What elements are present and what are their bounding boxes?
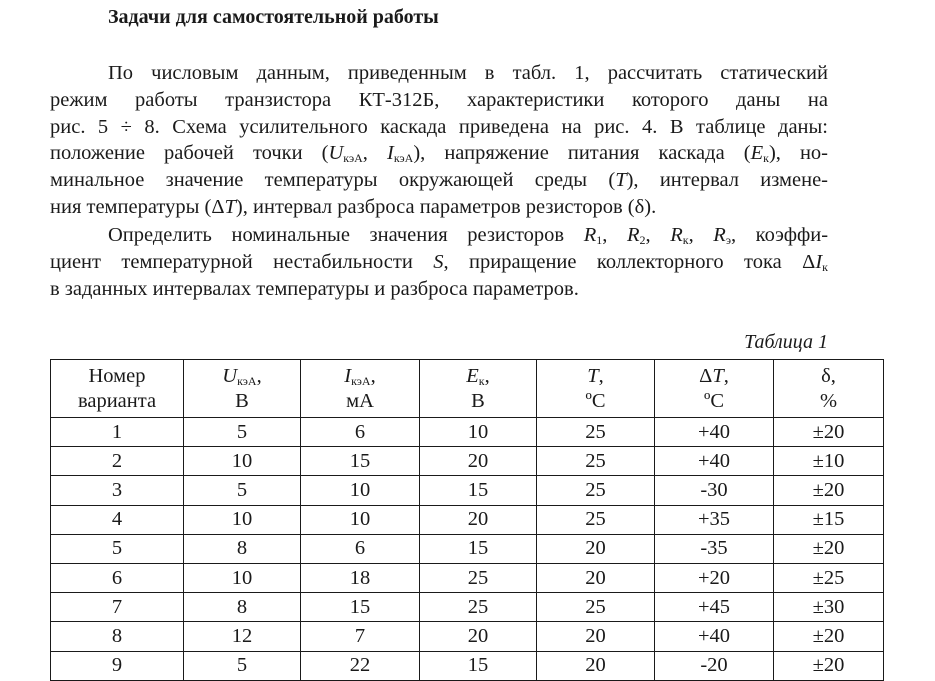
text-fragment: циент температурной нестабильности bbox=[50, 250, 434, 273]
cell-variant: 5 bbox=[51, 534, 184, 563]
cell-t: 25 bbox=[537, 505, 655, 534]
cell-i: 6 bbox=[301, 418, 420, 447]
cell-delta: ±20 bbox=[774, 651, 884, 680]
cell-e: 20 bbox=[420, 622, 537, 651]
cell-delta: ±20 bbox=[774, 622, 884, 651]
header-symbol: T bbox=[712, 364, 724, 387]
cell-e: 15 bbox=[420, 651, 537, 680]
cell-t: 20 bbox=[537, 651, 655, 680]
cell-e: 20 bbox=[420, 505, 537, 534]
header-unit: ºС bbox=[703, 389, 725, 412]
symbol-R: R bbox=[626, 224, 640, 246]
cell-variant: 8 bbox=[51, 622, 184, 651]
cell-delta: ±20 bbox=[774, 418, 884, 447]
header-unit: В bbox=[471, 389, 485, 412]
text-fragment: положение рабочей точки ( bbox=[50, 142, 329, 165]
symbol-S: S bbox=[433, 250, 444, 273]
text-fragment: Определить номинальные значения резисторов bbox=[108, 224, 584, 246]
header-symbol: U bbox=[222, 364, 238, 387]
paragraph-line: Определить номинальные значения резисторов $R_1$, $R_2$, $R_к$, $R_э$, коэффи- bbox=[108, 224, 829, 247]
cell-delta: ±20 bbox=[774, 476, 884, 505]
cell-i: 15 bbox=[301, 447, 420, 476]
header-suffix: , bbox=[370, 364, 376, 387]
cell-u: 10 bbox=[184, 447, 301, 476]
cell-delta-t: -20 bbox=[655, 651, 774, 680]
cell-i: 10 bbox=[301, 505, 420, 534]
cell-delta-t: -35 bbox=[655, 534, 774, 563]
paragraph-line: По числовым данным, приведенным в табл. 1, рассчитать статический bbox=[108, 62, 828, 84]
cell-u: 5 bbox=[184, 651, 301, 680]
cell-t: 20 bbox=[537, 534, 655, 563]
section-heading: Задачи для самостоятельной работы bbox=[108, 6, 439, 28]
text-fragment: минальное значение температуры окружающей среды ( bbox=[50, 169, 616, 192]
header-supply-e bbox=[420, 360, 537, 418]
subscript: 2 bbox=[639, 233, 646, 247]
table-row bbox=[51, 563, 884, 592]
cell-u: 8 bbox=[184, 593, 301, 622]
cell-delta-t: +20 bbox=[655, 563, 774, 592]
paragraph-line bbox=[50, 140, 828, 167]
cell-t: 20 bbox=[537, 622, 655, 651]
header-unit: мА bbox=[346, 389, 374, 412]
cell-variant: 9 bbox=[51, 651, 184, 680]
header-voltage-u bbox=[184, 360, 301, 418]
cell-u: 10 bbox=[184, 505, 301, 534]
text-fragment: , коэффи- bbox=[730, 224, 829, 246]
header-suffix: , bbox=[598, 364, 604, 387]
text-fragment: ), напряжение питания каскада ( bbox=[413, 142, 751, 165]
cell-i: 18 bbox=[301, 563, 420, 592]
cell-i: 6 bbox=[301, 534, 420, 563]
table-row bbox=[51, 651, 884, 680]
cell-t: 25 bbox=[537, 447, 655, 476]
header-suffix: , bbox=[723, 364, 729, 387]
table-row bbox=[51, 534, 884, 563]
cell-e: 10 bbox=[420, 418, 537, 447]
header-unit: В bbox=[235, 389, 249, 412]
paragraph-line: в заданных интервалах температуры и разброса параметров. bbox=[50, 277, 579, 300]
header-label: Номер bbox=[88, 364, 146, 387]
table-row bbox=[51, 622, 884, 651]
symbol-I: I bbox=[815, 250, 823, 273]
table-row bbox=[51, 447, 884, 476]
table-row bbox=[51, 593, 884, 622]
symbol-T: T bbox=[615, 169, 627, 192]
table-row bbox=[51, 476, 884, 505]
header-symbol: T bbox=[587, 364, 599, 387]
cell-variant: 1 bbox=[51, 418, 184, 447]
subscript: э bbox=[725, 233, 731, 247]
cell-u: 10 bbox=[184, 563, 301, 592]
cell-delta: ±10 bbox=[774, 447, 884, 476]
subscript: кэА bbox=[393, 151, 414, 166]
symbol-R: R bbox=[713, 224, 726, 246]
text-fragment: ), но- bbox=[768, 142, 828, 165]
subscript: кэА bbox=[343, 151, 363, 166]
header-current-i bbox=[301, 360, 420, 418]
header-temperature-delta bbox=[655, 360, 774, 418]
cell-e: 25 bbox=[420, 593, 537, 622]
text-fragment: , bbox=[362, 142, 387, 165]
cell-u: 5 bbox=[184, 418, 301, 447]
paragraph-line: режим работы транзистора КТ-312Б, характеристики которого даны на bbox=[50, 88, 828, 111]
cell-e: 15 bbox=[420, 534, 537, 563]
header-symbol: E bbox=[466, 364, 479, 387]
subscript: кэА bbox=[237, 373, 257, 388]
paragraph-line bbox=[50, 167, 828, 194]
table-header-row bbox=[51, 360, 884, 418]
cell-delta-t: +40 bbox=[655, 622, 774, 651]
subscript: кэА bbox=[351, 373, 371, 388]
text-fragment: ), интервал разброса параметров резисторов (δ). bbox=[235, 195, 657, 218]
subscript: 1 bbox=[596, 233, 603, 247]
header-unit: % bbox=[819, 389, 838, 412]
cell-u: 8 bbox=[184, 534, 301, 563]
cell-e: 25 bbox=[420, 563, 537, 592]
text-fragment: ния температуры (Δ bbox=[50, 195, 225, 218]
cell-variant: 3 bbox=[51, 476, 184, 505]
header-unit: ºС bbox=[585, 389, 606, 412]
symbol-U: U bbox=[328, 142, 344, 165]
task-paragraph bbox=[50, 222, 828, 302]
cell-u: 5 bbox=[184, 476, 301, 505]
cell-t: 25 bbox=[537, 593, 655, 622]
header-symbol: δ, bbox=[821, 364, 836, 387]
text-fragment: ), интервал измене- bbox=[626, 169, 828, 192]
symbol-R: R bbox=[670, 224, 683, 246]
cell-delta-t: +35 bbox=[655, 505, 774, 534]
header-prefix: Δ bbox=[699, 364, 713, 387]
cell-i: 22 bbox=[301, 651, 420, 680]
problem-paragraph bbox=[50, 60, 828, 221]
cell-t: 25 bbox=[537, 418, 655, 447]
subscript: к bbox=[682, 233, 689, 247]
cell-t: 20 bbox=[537, 563, 655, 592]
symbol-E: E bbox=[750, 142, 764, 165]
paragraph-line bbox=[50, 249, 828, 276]
symbol-T: T bbox=[224, 195, 236, 218]
table-caption: Таблица 1 bbox=[744, 331, 828, 353]
header-variant-number bbox=[51, 360, 184, 418]
cell-delta: ±30 bbox=[774, 593, 884, 622]
subscript: к bbox=[763, 151, 769, 166]
header-temperature bbox=[537, 360, 655, 418]
header-symbol: I bbox=[344, 364, 352, 387]
table-row bbox=[51, 418, 884, 447]
subscript: к bbox=[478, 373, 485, 388]
header-suffix: , bbox=[256, 364, 262, 387]
paragraph-line: рис. 5 ÷ 8. Схема усилительного каскада приведена на рис. 4. В таблице даны: bbox=[50, 115, 828, 138]
text-fragment: , приращение коллекторного тока Δ bbox=[443, 250, 816, 273]
cell-delta: ±15 bbox=[774, 505, 884, 534]
cell-variant: 4 bbox=[51, 505, 184, 534]
header-tolerance bbox=[774, 360, 884, 418]
cell-variant: 7 bbox=[51, 593, 184, 622]
cell-i: 10 bbox=[301, 476, 420, 505]
cell-delta-t: -30 bbox=[655, 476, 774, 505]
cell-t: 25 bbox=[537, 476, 655, 505]
table-row bbox=[51, 505, 884, 534]
header-unit: варианта bbox=[77, 389, 157, 412]
header-suffix: , bbox=[484, 364, 490, 387]
cell-u: 12 bbox=[184, 622, 301, 651]
symbol-I: I bbox=[386, 142, 394, 165]
cell-variant: 6 bbox=[51, 563, 184, 592]
cell-delta: ±20 bbox=[774, 534, 884, 563]
cell-delta: ±25 bbox=[774, 563, 884, 592]
cell-e: 20 bbox=[420, 447, 537, 476]
cell-delta-t: +40 bbox=[655, 418, 774, 447]
cell-i: 15 bbox=[301, 593, 420, 622]
cell-delta-t: +45 bbox=[655, 593, 774, 622]
symbol-R: R bbox=[583, 224, 597, 246]
cell-delta-t: +40 bbox=[655, 447, 774, 476]
paragraph-line bbox=[50, 194, 828, 221]
subscript: к bbox=[822, 259, 828, 274]
cell-i: 7 bbox=[301, 622, 420, 651]
variants-table bbox=[50, 359, 884, 681]
cell-variant: 2 bbox=[51, 447, 184, 476]
cell-e: 15 bbox=[420, 476, 537, 505]
